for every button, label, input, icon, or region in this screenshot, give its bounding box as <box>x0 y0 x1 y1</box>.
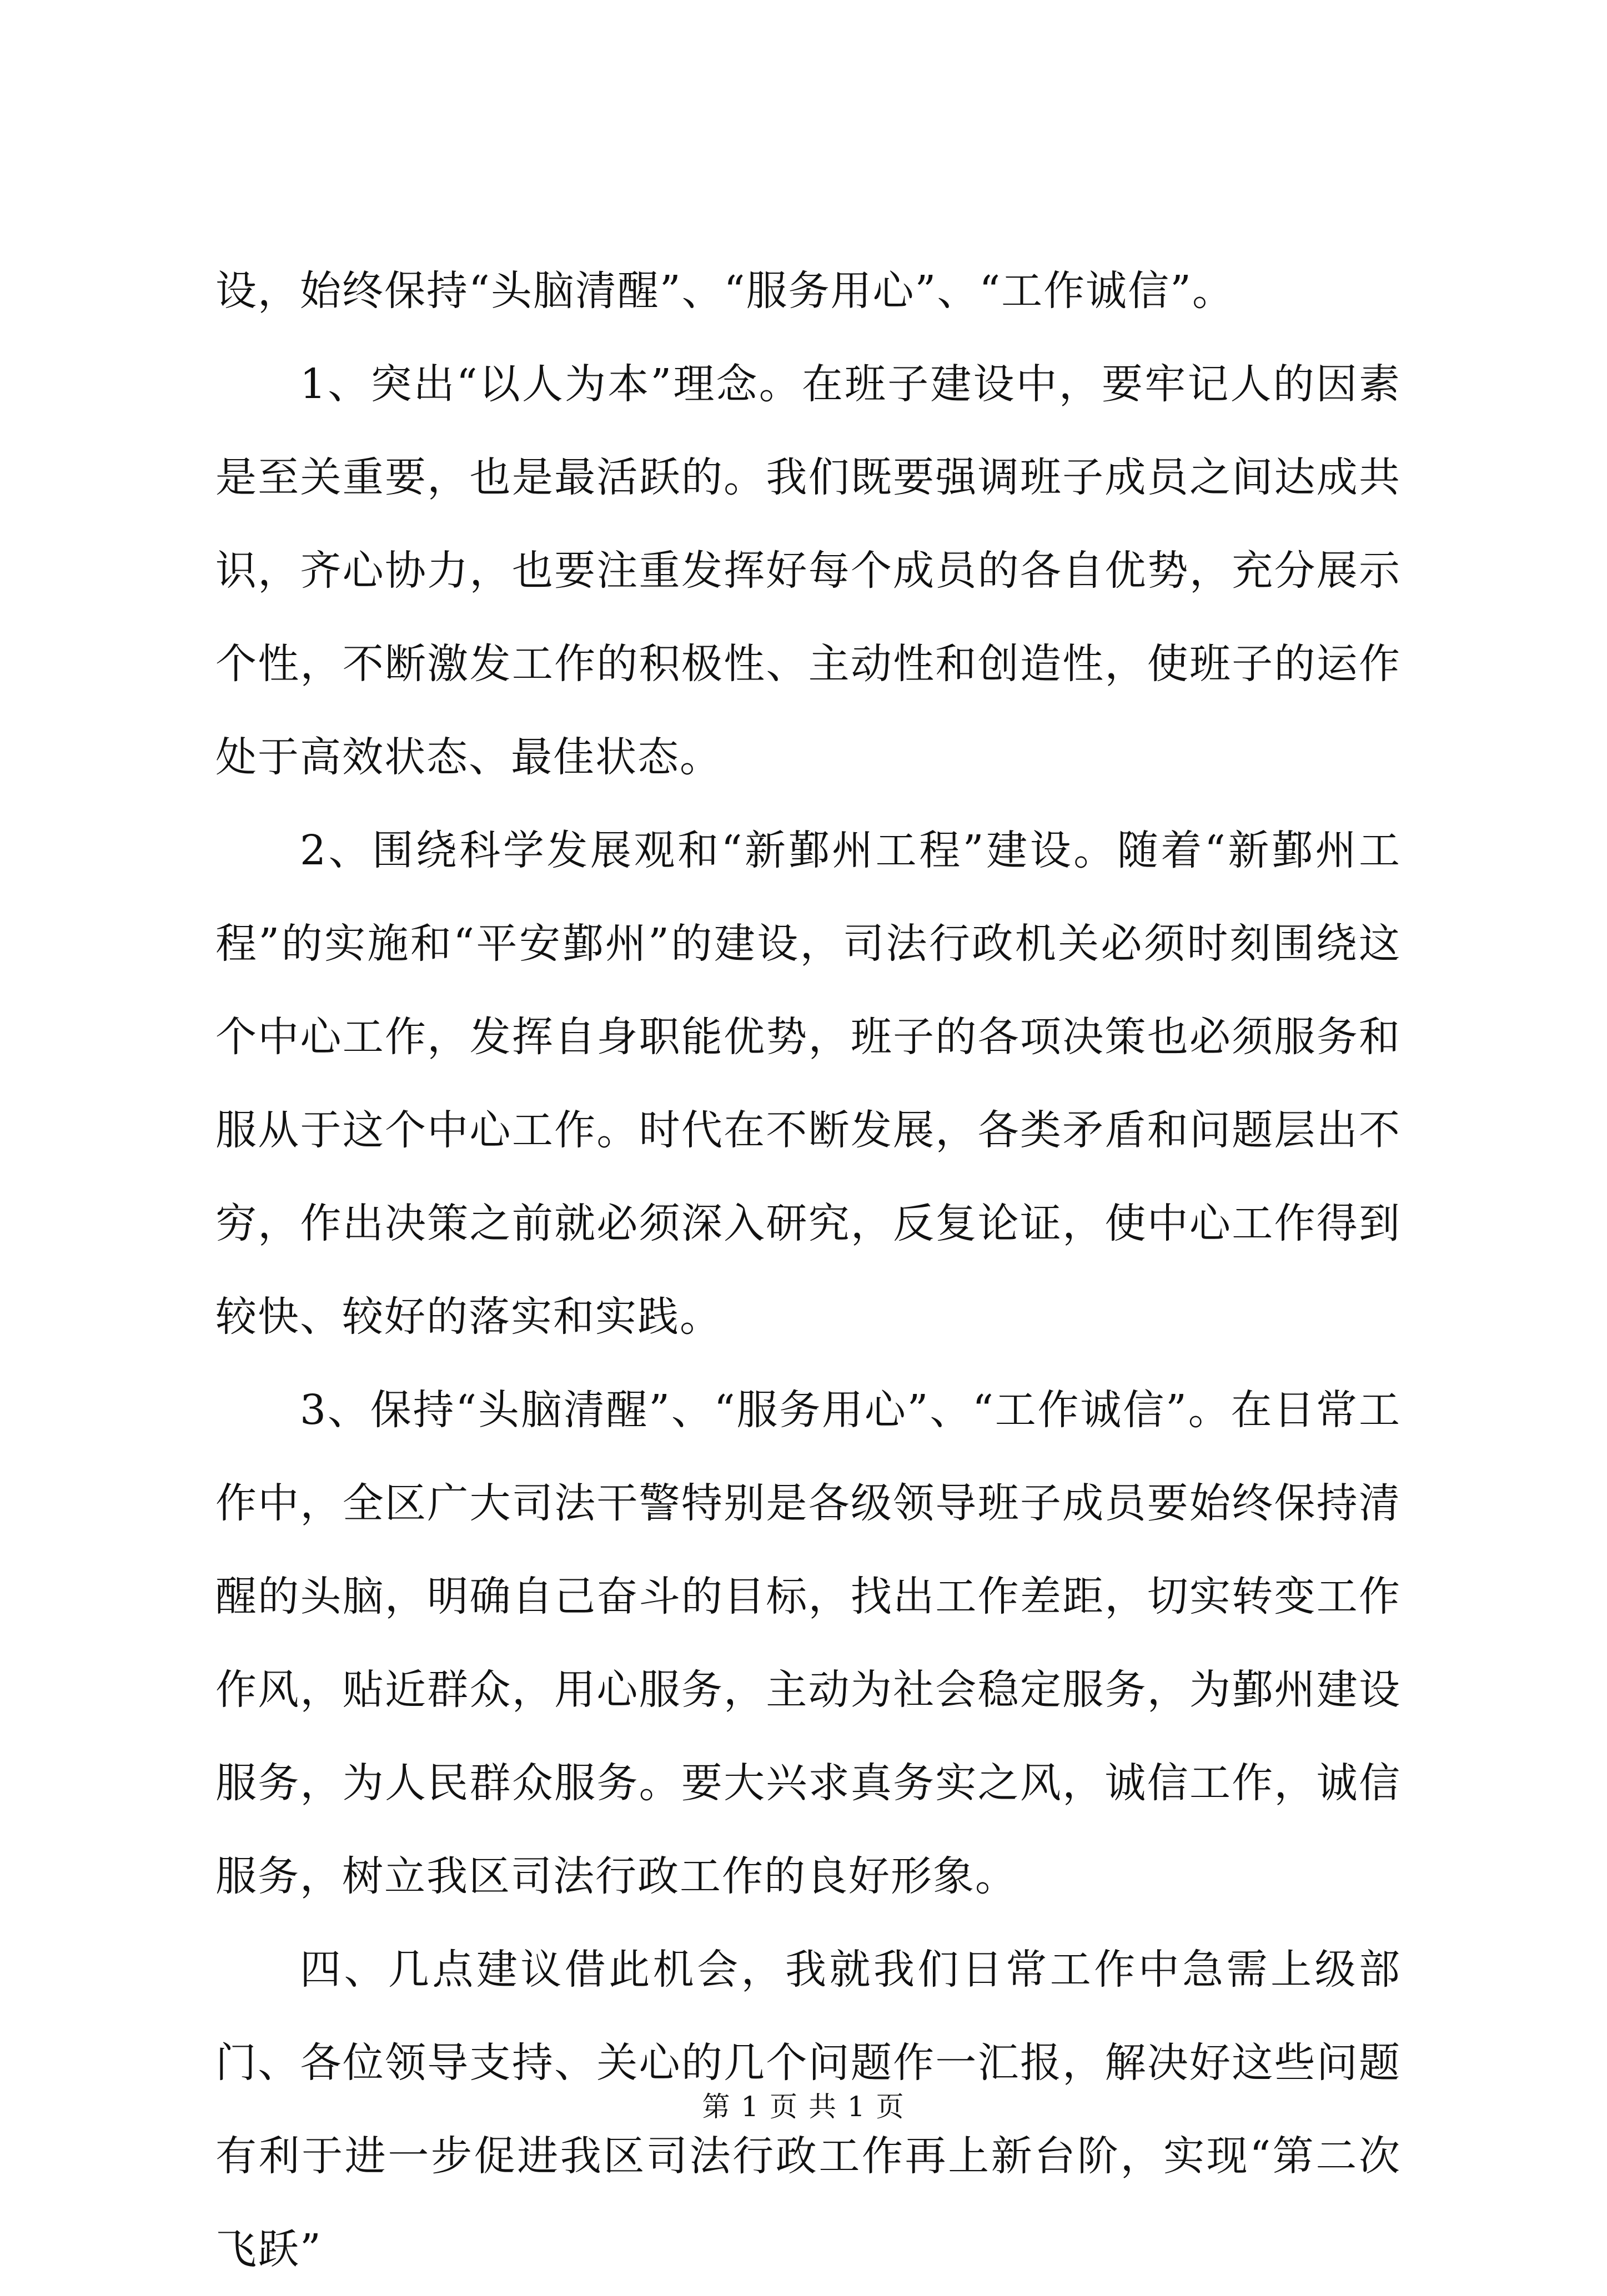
paragraph-section-4: 四、几点建议借此机会，我就我们日常工作中急需上级部门、各位领导支持、关心的几个问题作一汇报，解决好这些问题有利于进一步促进我区司法行政工作再上新台阶，实现“第二次飞跃” <box>215 1946 1401 2273</box>
paragraph-continuation: 设，始终保持“头脑清醒”、“服务用心”、“工作诚信”。 <box>215 267 1234 315</box>
paragraph-item-2: 2、围绕科学发展观和“新鄞州工程”建设。随着“新鄞州工程”的实施和“平安鄞州”的建设，司法行政机关必须时刻围绕这个中心工作，发挥自身职能优势，班子的各项决策也必须服务和服从于这个中心工作。时代在不断发展，各类矛盾和问题层出不穷，作出决策之前就必须深入研究，反复论证，使中心工作得到较快、较好的落实和实践。 <box>215 827 1401 1341</box>
document-body <box>215 244 1401 2296</box>
page-number-footer: 第 1 页 共 1 页 <box>702 2091 905 2123</box>
paragraph-item-1: 1、突出“以人为本”理念。在班子建设中，要牢记人的因素是至关重要，也是最活跃的。我们既要强调班子成员之间达成共识，齐心协力，也要注重发挥好每个成员的各自优势，充分展示个性，不断激发工作的积极性、主动性和创造性，使班子的运作处于高效状态、最佳状态。 <box>215 360 1401 781</box>
paragraph-item-3: 3、保持“头脑清醒”、“服务用心”、“工作诚信”。在日常工作中，全区广大司法干警特别是各级领导班子成员要始终保持清醒的头脑，明确自己奋斗的目标，找出工作差距，切实转变工作作风，贴近群众，用心服务，主动为社会稳定服务，为鄞州建设服务，为人民群众服务。要大兴求真务实之风，诚信工作，诚信服务，树立我区司法行政工作的良好形象。 <box>215 1386 1401 1900</box>
